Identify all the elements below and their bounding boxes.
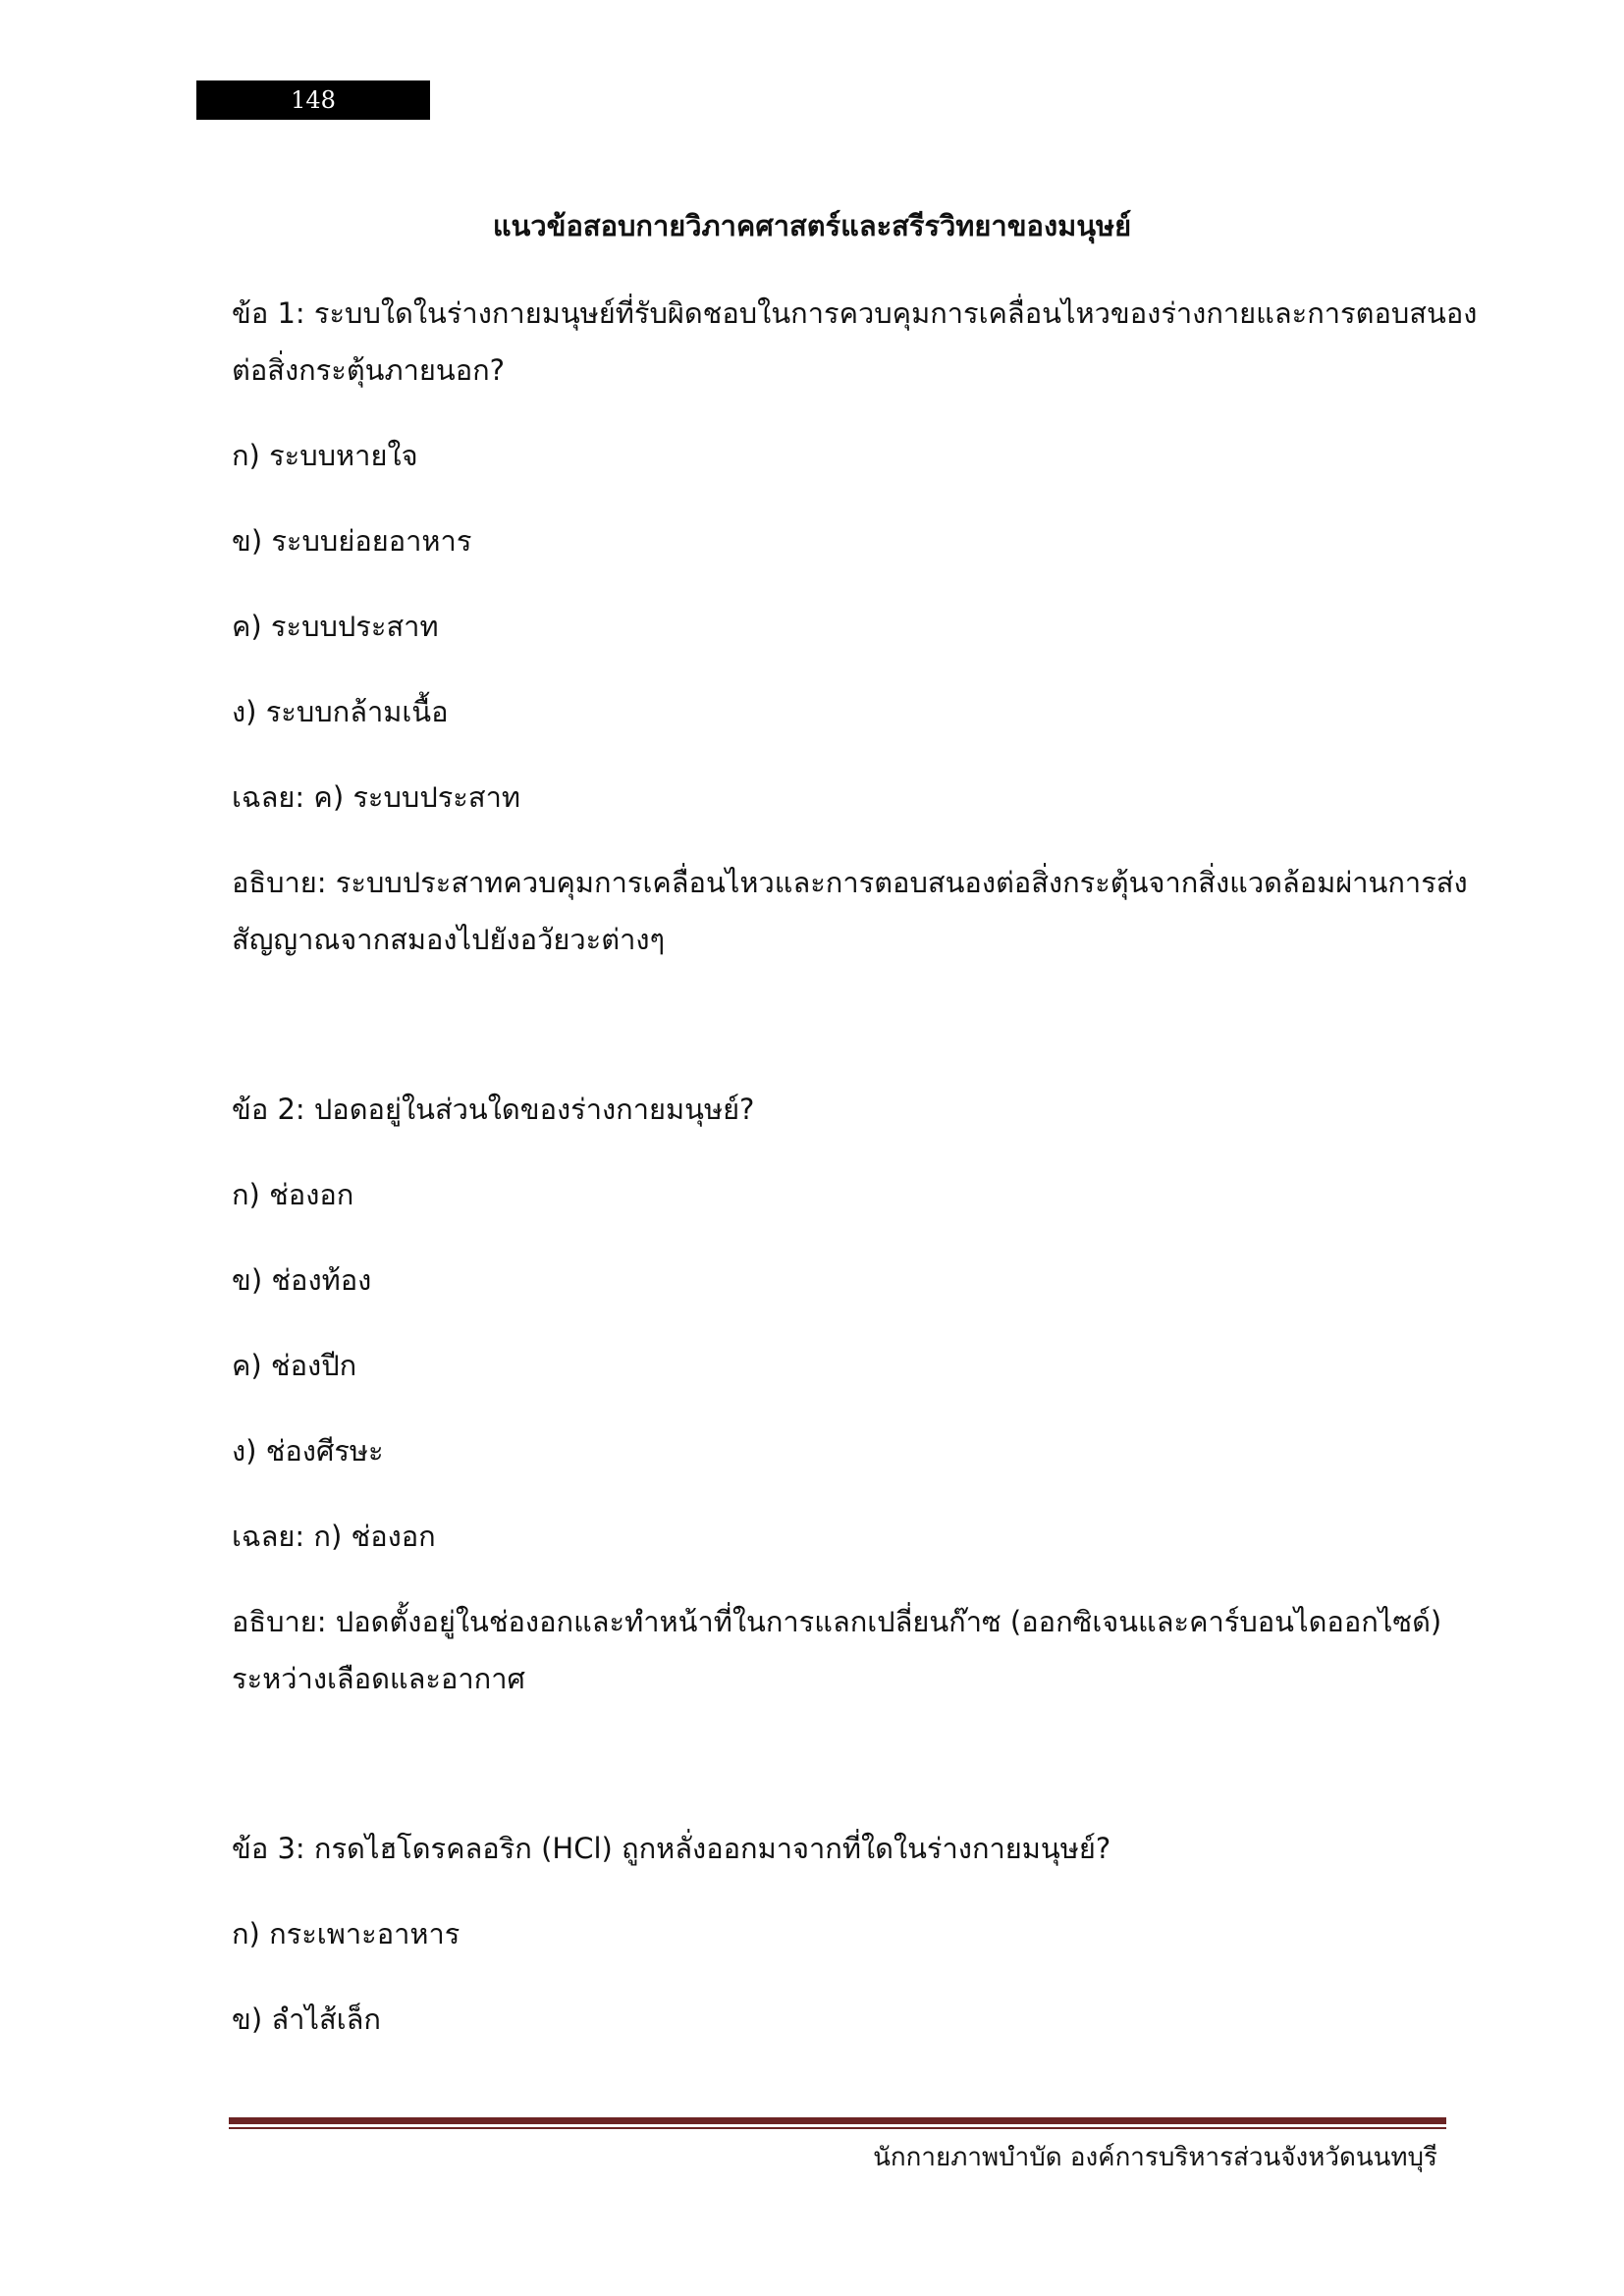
explanation — [232, 854, 1468, 968]
question-line: ข้อ 1: ระบบใดในร่างกายมนุษย์ที่รับผิดชอบในการควบคุมการเคลื่อนไหวของร่างกายและการตอบสนอง — [232, 296, 1478, 330]
footer-rule-thin — [229, 2127, 1446, 2129]
option-a: ก) ช่องอก — [232, 1178, 354, 1211]
explanation-line: อธิบาย: ระบบประสาทควบคุมการเคลื่อนไหวและการตอบสนองต่อสิ่งกระตุ้นจากสิ่งแวดล้อมผ่านการส่ง — [232, 866, 1468, 899]
footer-text: นักกายภาพบำบัด องค์การบริหารส่วนจังหวัดนนทบุรี — [873, 2143, 1437, 2172]
answer: เฉลย: ก) ช่องอก — [232, 1520, 436, 1553]
question-text: ข้อ 2: ปอดอยู่ในส่วนใดของร่างกายมนุษย์? — [232, 1093, 755, 1126]
option-d: ง) ระบบกล้ามเนื้อ — [232, 695, 449, 728]
option-b: ข) ลำไส้เล็ก — [232, 2002, 381, 2036]
option-a: ก) ระบบหายใจ — [232, 439, 418, 472]
question-2 — [232, 1081, 1442, 1707]
question-1 — [232, 285, 1478, 968]
option-c: ค) ระบบประสาท — [232, 610, 439, 643]
explanation-line: ระหว่างเลือดและอากาศ — [232, 1662, 525, 1695]
answer: เฉลย: ค) ระบบประสาท — [232, 780, 520, 814]
option-b: ข) ระบบย่อยอาหาร — [232, 524, 472, 558]
page-number: 148 — [196, 80, 430, 120]
explanation-line: สัญญาณจากสมองไปยังอวัยวะต่างๆ — [232, 923, 666, 956]
question-3 — [232, 1820, 1410, 2048]
question-line: ต่อสิ่งกระตุ้นภายนอก? — [232, 353, 506, 387]
explanation — [232, 1593, 1442, 1707]
option-c: ค) ช่องปีก — [232, 1349, 357, 1382]
footer-rule — [229, 2117, 1446, 2124]
document-body — [232, 285, 1478, 2076]
option-d: ง) ช่องศีรษะ — [232, 1434, 384, 1468]
document-title: แนวข้อสอบกายวิภาคศาสตร์และสรีรวิทยาของมนุษย์ — [492, 209, 1132, 242]
question-text — [232, 285, 1478, 399]
explanation-line: อธิบาย: ปอดตั้งอยู่ในช่องอกและทำหน้าที่ในการแลกเปลี่ยนก๊าซ (ออกซิเจนและคาร์บอนไดออกไซด์) — [232, 1605, 1442, 1638]
option-b: ข) ช่องท้อง — [232, 1263, 372, 1297]
question-text: ข้อ 3: กรดไฮโดรคลอริก (HCl) ถูกหลั่งออกมาจากที่ใดในร่างกายมนุษย์? — [232, 1832, 1111, 1865]
option-a: ก) กระเพาะอาหาร — [232, 1917, 460, 1950]
